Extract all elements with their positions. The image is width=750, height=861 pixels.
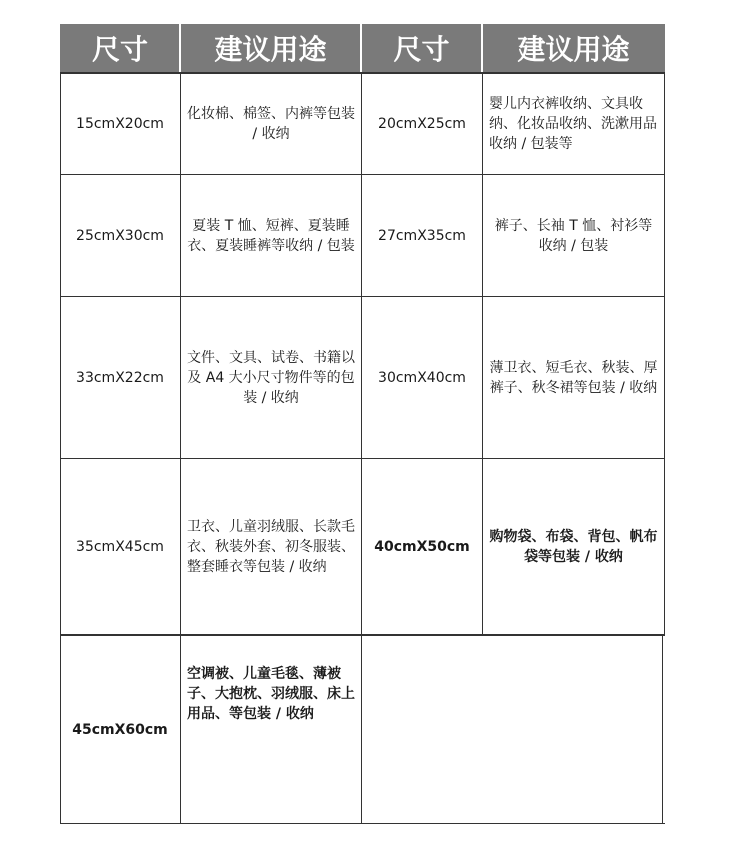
- row1-right-use: 婴儿内衣裤收纳、文具收纳、化妆品收纳、洗漱用品收纳 / 包装等: [489, 96, 657, 152]
- header-divider: [481, 24, 483, 72]
- header-divider: [360, 24, 362, 72]
- row2-right-size: 27cmX35cm: [378, 227, 466, 244]
- header-size-1: 尺寸: [60, 24, 180, 72]
- row1-left-size: 15cmX20cm: [76, 116, 164, 132]
- grid-line: [664, 72, 665, 636]
- row1-left-use: 化妆棉、棉签、内裤等包装 / 收纳: [187, 106, 355, 142]
- row3-right-size: 30cmX40cm: [378, 369, 466, 386]
- row3-left-use: 文件、文具、试卷、书籍以及 A4 大小尺寸物件等的包装 / 收纳: [187, 349, 355, 406]
- header-use-2: 建议用途: [482, 24, 665, 72]
- grid-line: [662, 636, 663, 824]
- row2-left-use: 夏装 T 恤、短裤、夏装睡衣、夏装睡裤等收纳 / 包装: [187, 217, 355, 254]
- row4-left-size: 35cmX45cm: [76, 538, 164, 555]
- row4-left-use: 卫衣、儿童羽绒服、长款毛衣、秋装外套、初冬服装、整套睡衣等包装 / 收纳: [187, 518, 355, 575]
- row4-right-size: 40cmX50cm: [374, 538, 470, 555]
- row4-right-use: 购物袋、布袋、背包、帆布袋等包装 / 收纳: [489, 528, 658, 565]
- row3-left-size: 33cmX22cm: [76, 369, 164, 386]
- row2-left-size: 25cmX30cm: [76, 227, 164, 244]
- row5-left-use: 空调被、儿童毛毯、薄被子、大抱枕、羽绒服、床上用品、等包装 / 收纳: [187, 666, 355, 722]
- grid-line: [60, 823, 665, 824]
- row2-right-use: 裤子、长袖 T 恤、衬衫等收纳 / 包装: [494, 217, 653, 254]
- row3-right-use: 薄卫衣、短毛衣、秋装、厚裤子、秋冬裙等包装 / 收纳: [489, 359, 658, 396]
- row5-left-size: 45cmX60cm: [72, 721, 168, 738]
- row1-right-size: 20cmX25cm: [378, 116, 466, 132]
- header-size-2: 尺寸: [361, 24, 482, 72]
- header-use-1: 建议用途: [180, 24, 361, 72]
- header-divider: [179, 24, 181, 72]
